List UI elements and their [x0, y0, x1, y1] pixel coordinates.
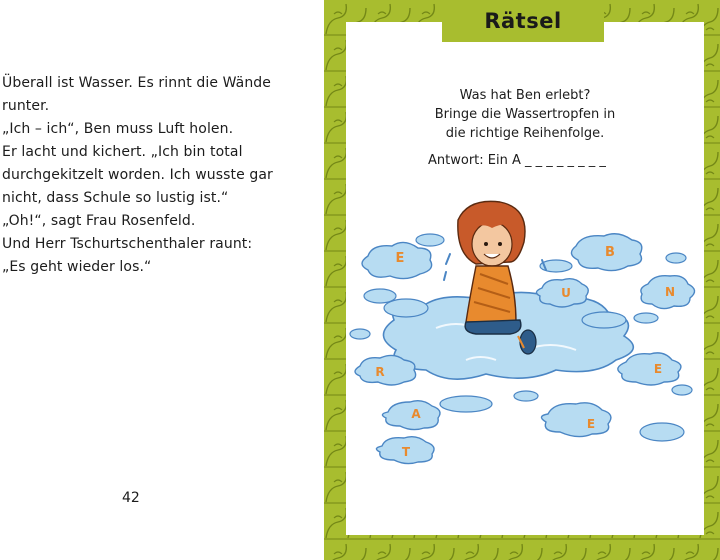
drop-letter: B: [605, 245, 615, 260]
water-drop: [641, 276, 695, 309]
story-line: Er lacht und kichert. „Ich bin total: [2, 144, 243, 160]
water-drop: [382, 401, 440, 430]
drop-letter: A: [411, 407, 421, 421]
story-line: runter.: [2, 98, 50, 114]
story-text: [2, 72, 320, 279]
drop-letter: T: [401, 445, 411, 459]
water-drop: [362, 242, 432, 278]
story-line: Und Herr Tschurtschenthaler raunt:: [2, 236, 253, 252]
puzzle-instructions: [346, 86, 704, 143]
water-drop: [376, 437, 434, 464]
story-line: „Ich – ich“, Ben muss Luft holen.: [2, 121, 234, 137]
instruction-line: Bringe die Wassertropfen in: [434, 107, 616, 122]
water-drop: [355, 355, 416, 385]
left-page: [0, 0, 324, 560]
story-line: „Es geht wieder los.“: [2, 259, 152, 275]
page-number: 42: [122, 490, 140, 506]
instruction-line: die richtige Reihenfolge.: [445, 126, 605, 141]
puzzle-title-tab: [442, 0, 604, 42]
story-line: Überall ist Wasser. Es rinnt die Wände: [2, 75, 271, 91]
water-drop: [536, 279, 588, 307]
drop-letter: E: [395, 251, 405, 266]
water-drop: [618, 353, 681, 385]
story-line: durchgekitzelt worden. Ich wusste gar: [2, 167, 273, 183]
drop-letter: R: [375, 365, 385, 379]
story-line: „Oh!“, sagt Frau Rosenfeld.: [2, 213, 196, 229]
answer-prompt: Antwort: Ein A _ _ _ _ _ _ _ _: [428, 153, 606, 168]
story-line: nicht, dass Schule so lustig ist.“: [2, 190, 229, 206]
puzzle-title: Rätsel: [484, 9, 562, 33]
water-drop: [541, 403, 610, 437]
drop-letter: E: [653, 362, 663, 376]
drop-letter: N: [664, 285, 676, 299]
water-drop: [571, 234, 641, 271]
drop-letter: U: [561, 286, 571, 300]
instruction-line: Was hat Ben erlebt?: [459, 88, 591, 103]
drop-letter: E: [586, 417, 596, 431]
puddle-illustration: [346, 200, 704, 470]
